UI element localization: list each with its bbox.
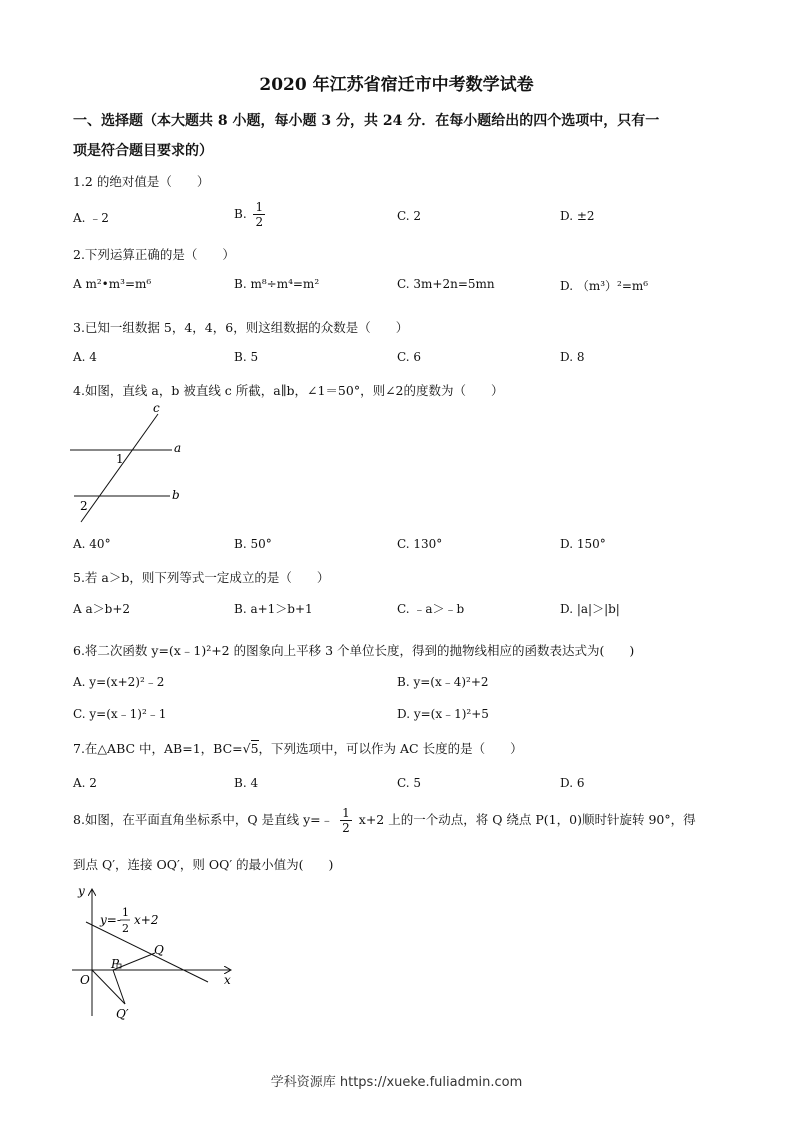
- q8-stem-post: x+2 上的一个动点，将 Q 绕点 P(1，0)顺时针旋转 90°，得: [358, 812, 696, 827]
- q4-option-a: A. 40°: [73, 537, 111, 551]
- q5-option-c: C. ﹣a＞﹣b: [397, 602, 465, 616]
- q1-option-c: C. 2: [397, 209, 422, 223]
- q8-stem-line2: 到点 Q′，连接 OQ′，则 OQ′ 的最小值为( ): [73, 857, 334, 872]
- q5-option-a: A a＞b+2: [73, 602, 131, 616]
- label-eq-num: 1: [122, 906, 129, 919]
- line-y-eq: [86, 922, 208, 982]
- q6-option-d: D. y=(x﹣1)²+5: [397, 707, 489, 721]
- q5-stem: 5.若 a＞b，则下列等式一定成立的是（ ）: [73, 570, 330, 585]
- q1-option-b: [234, 200, 268, 229]
- q3-stem: 3.已知一组数据 5，4，4，6，则这组数据的众数是（ ）: [73, 320, 409, 335]
- label-angle-2: 2: [80, 499, 88, 513]
- page-title: 2020 年江苏省宿迁市中考数学试卷: [259, 75, 534, 95]
- q2-option-b: B. m⁸÷m⁴=m²: [234, 277, 320, 291]
- q1-option-a: A. ﹣2: [73, 211, 109, 225]
- sqrt-symbol: √: [242, 741, 251, 756]
- q4-option-d: D. 150°: [560, 537, 606, 551]
- q6-option-b: B. y=(x﹣4)²+2: [397, 675, 489, 689]
- q3-option-c: C. 6: [397, 350, 422, 364]
- q8-coordinate-figure: [66, 880, 246, 1030]
- q7-stem: [73, 739, 523, 757]
- q7-stem-pre: 7.在△ABC 中，AB=1，BC=: [73, 741, 243, 756]
- label-eq-den: 2: [122, 922, 129, 935]
- label-x: x: [224, 973, 231, 987]
- segment-pq-prime: [113, 970, 125, 1004]
- label-q: Q: [154, 943, 164, 957]
- label-eq-post: x+2: [134, 913, 159, 927]
- section-heading-line1: 一、选择题（本大题共 8 小题，每小题 3 分，共 24 分．在每小题给出的四个选项中，只有一: [73, 113, 660, 129]
- q6-option-c: C. y=(x﹣1)²﹣1: [73, 707, 167, 721]
- q7-option-d: D. 6: [560, 776, 585, 790]
- q8-frac-denominator: 2: [342, 821, 350, 835]
- label-origin: O: [80, 973, 90, 987]
- q3-option-a: A. 4: [73, 350, 97, 364]
- q4-parallel-lines-figure: [66, 400, 196, 528]
- q3-option-b: B. 5: [234, 350, 259, 364]
- q4-option-b: B. 50°: [234, 537, 272, 551]
- q1-stem: 1.2 的绝对值是（ ）: [73, 174, 210, 189]
- footer-watermark: 学科资源库 https://xueke.fuliadmin.com: [270, 1075, 523, 1090]
- q8-fraction: [340, 806, 352, 835]
- label-y: y: [78, 884, 85, 898]
- label-a: a: [174, 441, 182, 455]
- label-p: P: [111, 957, 120, 971]
- segment-pq: [113, 953, 155, 970]
- q2-option-c: C. 3m+2n=5mn: [397, 277, 495, 291]
- q7-option-c: C. 5: [397, 776, 422, 790]
- q1-option-b-fraction: [253, 200, 265, 229]
- q5-option-d: D. |a|＞|b|: [560, 602, 620, 616]
- segment-oq-prime: [92, 970, 125, 1004]
- q4-option-c: C. 130°: [397, 537, 443, 551]
- q1-b-numerator: 1: [255, 200, 264, 214]
- q2-option-d: D. （m³）²=m⁶: [560, 279, 649, 293]
- q8-frac-numerator: 1: [342, 806, 350, 820]
- q3-option-d: D. 8: [560, 350, 585, 364]
- label-c: c: [153, 401, 160, 415]
- label-angle-1: 1: [116, 452, 124, 466]
- q7-option-a: A. 2: [73, 776, 97, 790]
- q7-option-b: B. 4: [234, 776, 259, 790]
- q1-option-b-prefix: B.: [234, 207, 247, 221]
- label-q-prime: Q′: [116, 1007, 129, 1021]
- q6-option-a: A. y=(x+2)²﹣2: [73, 675, 165, 689]
- label-eq-pre: y=-: [100, 913, 121, 927]
- label-b: b: [172, 488, 180, 502]
- q8-stem-line1: [73, 806, 696, 835]
- q8-stem-pre: 8.如图，在平面直角坐标系中，Q 是直线 y=﹣: [73, 812, 334, 827]
- q2-stem: 2.下列运算正确的是（ ）: [73, 247, 235, 262]
- q7-sqrt-value: 5: [250, 741, 259, 756]
- q6-stem: 6.将二次函数 y=(x﹣1)²+2 的图象向上平移 3 个单位长度，得到的抛物线相应的函数表达式为( ): [73, 643, 635, 658]
- q5-option-b: B. a+1＞b+1: [234, 602, 313, 616]
- q7-stem-post: ，下列选项中，可以作为 AC 长度的是（ ）: [258, 741, 523, 756]
- section-heading-line2: 项是符合题目要求的）: [73, 143, 213, 159]
- q2-option-a: A m²•m³=m⁶: [73, 277, 152, 291]
- q1-b-denominator: 2: [255, 215, 264, 229]
- line-c: [81, 414, 158, 522]
- q4-stem: 4.如图，直线 a，b 被直线 c 所截，a∥b，∠1＝50°，则∠2的度数为（ ）: [73, 383, 504, 398]
- q1-option-d: D. ±2: [560, 209, 595, 223]
